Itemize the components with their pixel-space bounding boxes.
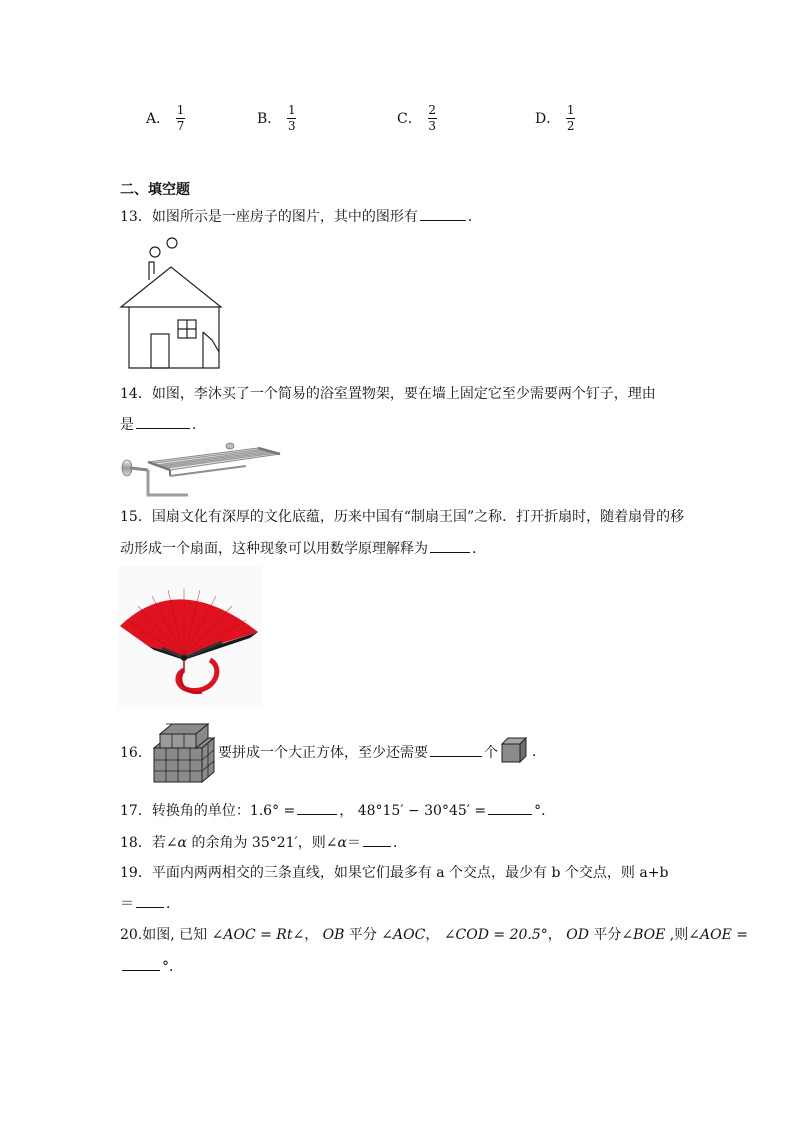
- question-15-line2: 动形成一个扇面，这种现象可以用数学原理解释为 ．: [120, 538, 486, 559]
- answer-blank[interactable]: [136, 893, 164, 908]
- question-20: 20.如图, 已知 ∠AOC = Rt∠， OB 平分 ∠AOC， ∠COD = 20.5°， OD 平分∠BOE ,则∠AOE =: [120, 927, 748, 943]
- question-16-text: 要拼成一个大正方体，至少还需要 个: [218, 742, 498, 763]
- question-16-end: ．: [532, 744, 546, 760]
- option-fraction: $\frac{1}{2}$: [566, 102, 575, 133]
- option-fraction: $\frac{2}{3}$: [428, 102, 437, 133]
- option-letter: D．: [535, 111, 561, 127]
- answer-blank[interactable]: [430, 538, 470, 553]
- option-b: [257, 100, 296, 136]
- answer-blank[interactable]: [363, 832, 391, 847]
- option-letter: B．: [257, 111, 282, 127]
- question-18: 18．若∠α 的余角为 35°21′，则∠α＝ ．: [120, 832, 407, 853]
- section-title: 二、填空题: [120, 182, 190, 198]
- stacked-cubes-figure: [150, 720, 218, 784]
- towel-rack-figure: [118, 440, 286, 502]
- answer-blank[interactable]: [297, 800, 337, 815]
- single-cube-icon: [500, 736, 528, 764]
- question-19-line2: ＝ ．: [120, 893, 180, 914]
- answer-blank[interactable]: [430, 742, 482, 757]
- question-19: 19．平面内两两相交的三条直线，如果它们最多有 a 个交点，最少有 b 个交点，则 a+b: [120, 865, 669, 881]
- answer-blank[interactable]: [136, 414, 190, 429]
- house-figure: [118, 236, 226, 372]
- question-14-line2: 是 ．: [120, 414, 206, 435]
- question-17: 17．转换角的单位：1.6° = ， 48°15′ − 30°45′ = °．: [120, 800, 555, 821]
- option-fraction: $\frac{1}{3}$: [287, 102, 296, 133]
- question-13: 13．如图所示是一座房子的图片，其中的图形有 ．: [120, 206, 482, 227]
- question-16-number: 16．: [120, 745, 152, 761]
- question-15: 15．国扇文化有深厚的文化底蕴，历来中国有“制扇王国”之称．打开折扇时，随着扇骨的移: [120, 509, 685, 525]
- answer-blank[interactable]: [488, 800, 532, 815]
- folding-fan-figure: [118, 566, 262, 708]
- question-20-line2: °．: [120, 956, 183, 977]
- option-a: [146, 100, 185, 136]
- option-letter: A．: [146, 111, 171, 127]
- option-d: [535, 100, 575, 136]
- answer-blank[interactable]: [420, 206, 466, 221]
- option-fraction: $\frac{1}{7}$: [176, 102, 185, 133]
- answer-blank[interactable]: [122, 956, 160, 971]
- question-14: 14．如图，李沐买了一个简易的浴室置物架，要在墙上固定它至少需要两个钉子，理由: [120, 386, 656, 402]
- option-c: [397, 100, 437, 136]
- option-letter: C．: [397, 111, 422, 127]
